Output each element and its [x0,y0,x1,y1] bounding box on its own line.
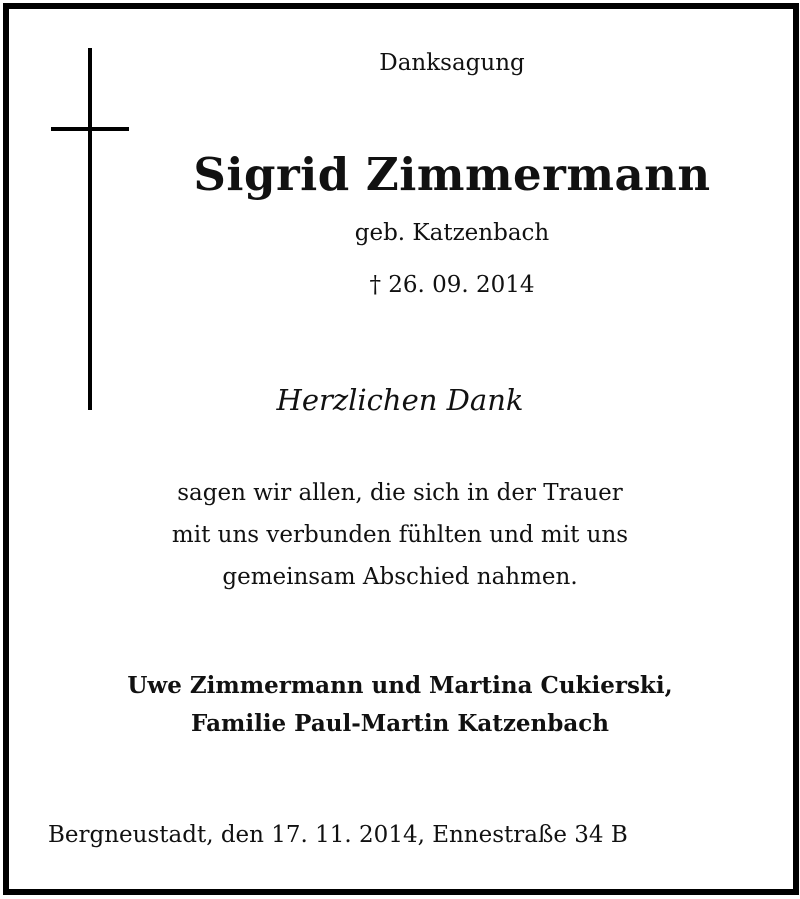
message-line-1: sagen wir allen, die sich in der Trauer [177,480,623,506]
notice-border [3,3,799,895]
cross-horizontal-bar [51,127,129,131]
signature-line-1: Uwe Zimmermann und Martina Cukierski, [127,672,673,699]
message-line-2: mit uns verbunden fühlten und mit uns [171,522,629,548]
place-date-address: Bergneustadt, den 17. 11. 2014, Ennestraße 34 B [48,822,628,848]
death-date: † 26. 09. 2014 [369,272,535,298]
birth-name: geb. Katzenbach [354,220,550,246]
deceased-name: Sigrid Zimmermann [193,148,711,201]
message-line-3: gemeinsam Abschied nahmen. [222,564,578,590]
signature-line-2: Familie Paul-Martin Katzenbach [191,710,609,737]
thanks-heading: Herzlichen Dank [276,383,524,417]
notice-heading: Danksagung [379,50,525,76]
